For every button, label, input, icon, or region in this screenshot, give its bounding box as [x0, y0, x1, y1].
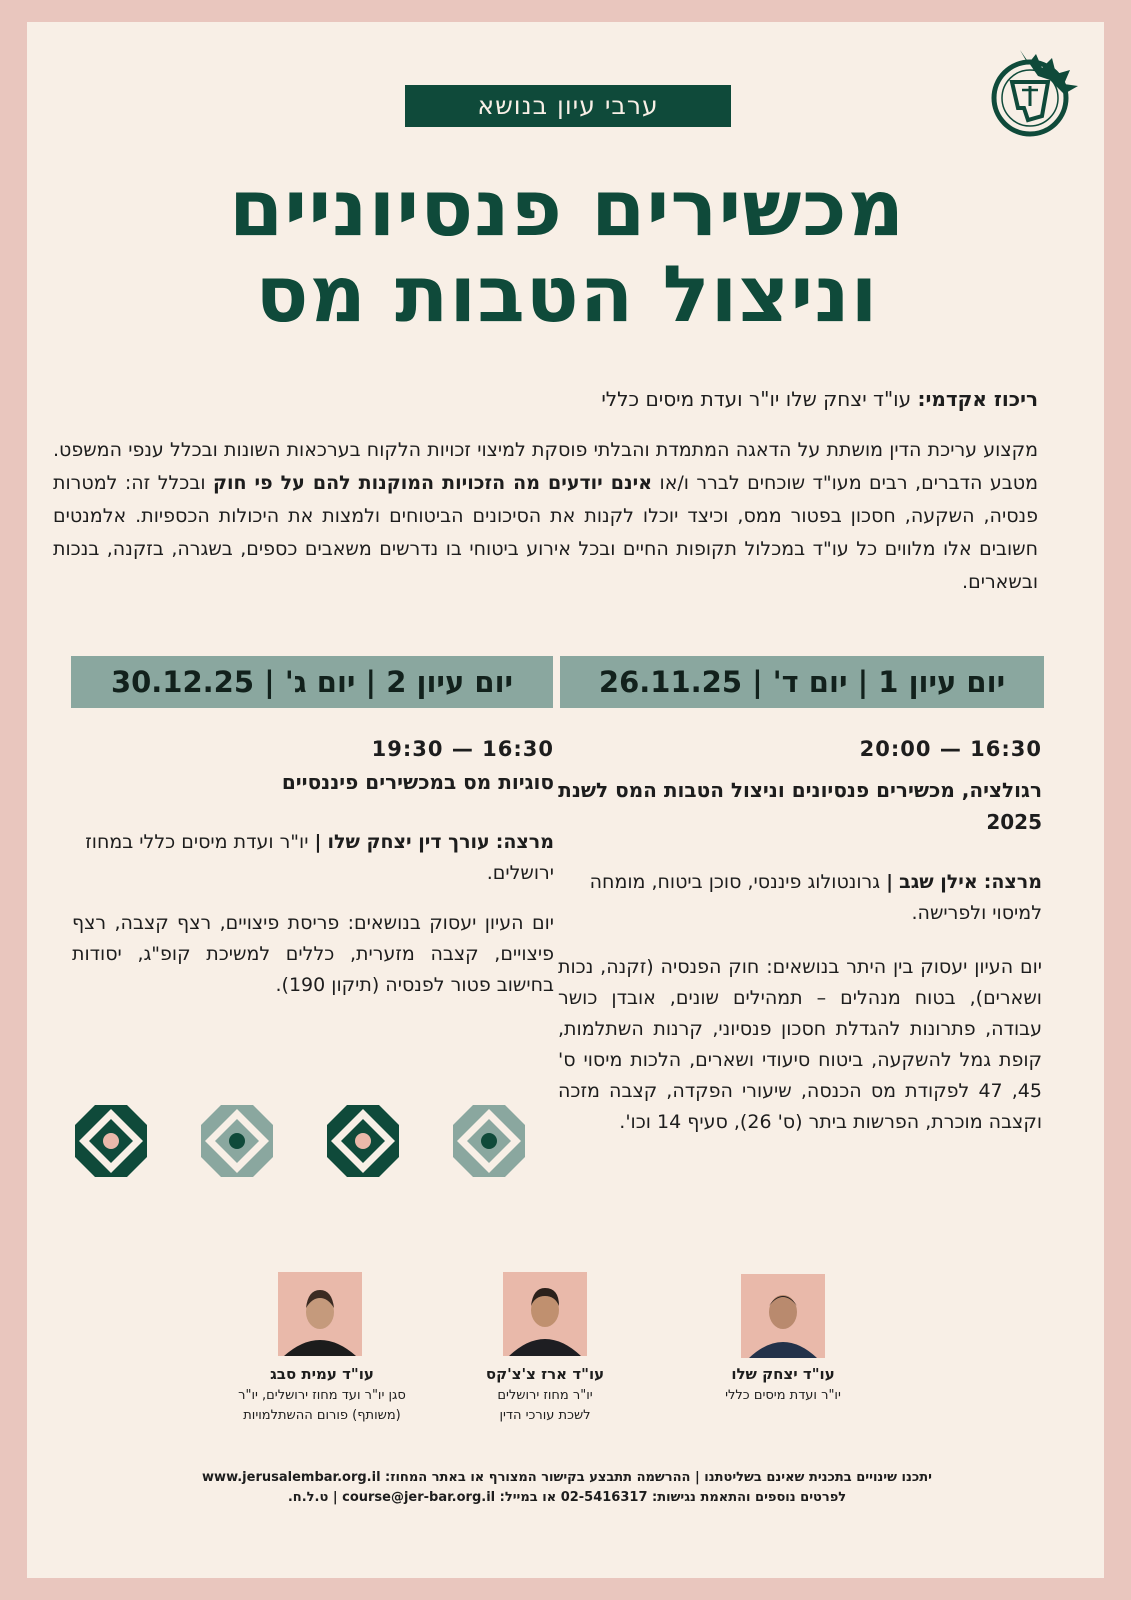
day1-header: יום עיון 1 | יום ד' | 26.11.25: [560, 656, 1044, 708]
day2-lecturer-desc: יו"ר ועדת מיסים כללי במחוז ירושלים.: [85, 831, 554, 884]
decorative-tile-sage: [201, 1105, 273, 1177]
series-label: ערבי עיון בנושא: [405, 85, 731, 127]
day1-lecturer-desc: גרונטולוג פיננסי, סוכן ביטוח, מומחה למיסוי ולפרישה.: [589, 871, 1042, 924]
day2-lecturer-name: עורך דין יצחק שלו: [327, 831, 490, 853]
decorative-tile-sage: [453, 1105, 525, 1177]
decorative-tile-dark: [327, 1105, 399, 1177]
decorative-tile-dark: [75, 1105, 147, 1177]
person-3-role-2: (משותף) פורום ההשתלמויות: [243, 1408, 401, 1423]
day2-lecturer: מרצה: עורך דין יצחק שלו | יו"ר ועדת מיסים כללי במחוז ירושלים.: [85, 831, 554, 884]
portrait-photo: [278, 1272, 362, 1356]
day2-header: יום עיון 2 | יום ג' | 30.12.25: [71, 656, 553, 708]
intro-part-2: ובכלל זה: למטרות פנסיה, השקעה, חסכון בפטור ממס, וכיצד יוכלו לקנות את הסיכונים הביטוחים ולמצות את היכולות הכספיות. אלמנטים חשובים אלו מלווים כל עו"ד במכלול תקופות החיים ובכל אירוע ביטוחי בו נדרשים משאבים כספים, בשגרה, בזקנה, בנכות ובשארים.: [53, 472, 1038, 593]
day2-time: 16:30 — 19:30: [371, 737, 554, 761]
day1-lecturer: מרצה: אילן שגב | גרונטולוג פיננסי, סוכן ביטוח, מומחה למיסוי ולפרישה.: [589, 871, 1042, 924]
person-3-name: עו"ד עמית סבג: [270, 1365, 374, 1383]
day1-time: 16:30 — 20:00: [859, 737, 1042, 761]
footer-line-2: לפרטים נוספים והתאמת נגישות: 02-5416317 או במייל: course@jer-bar.org.il | ט.ל.ח.: [287, 1490, 847, 1505]
academic-coordinator: [78, 384, 1038, 414]
title-line-2: וניצול הטבות מס: [255, 250, 879, 340]
portrait-photo: [741, 1274, 825, 1358]
intro-part-1: מקצוע עריכת הדין מושתת על הדאגה המתמדת והבלתי פוסקת למיצוי זכויות הלקוח בערכאות השונות ובכלל ענפי המשפט. מטבע הדברים, רבים מעו"ד שוכחים לברר ו/או: [53, 439, 1039, 494]
portrait-photo: [503, 1272, 587, 1356]
day2-session-title: סוגיות מס במכשירים פיננסיים: [281, 770, 554, 794]
day1-topics: יום העיון יעסוק בין היתר בנושאים: חוק הפנסיה (זקנה, נכות ושארים), בטוח מנהלים – תמהילים שונים, אובדן כושר עבודה, פתרונות להגדלת חסכון פנסיוני, קרנות השתלמות, קופת גמל להשקעה, ביטוח סיעודי ושארים, הלכות מיסוי ס' 45, 47 לפקודת מס הכנסה, שיעורי הפקדה, קצבה מזכה וקצבה מוכרת, הפרשות ביתר (ס' 26), סעיף 14 וכו'.: [558, 956, 1042, 1133]
person-2-role-1: יו"ר מחוז ירושלים: [497, 1388, 593, 1403]
day2-topics: יום העיון יעסוק בנושאים: פריסת פיצויים, רצף קצבה, רצף פיצויים, קצבה מזערית, כללים למשיכת קופ"ג, יסודות בחישוב פטור לפנסיה (תיקון 190).: [72, 912, 554, 996]
footer-line-1: יתכנו שינויים בתכנית שאינם בשליטתנו | ההרשמה תתבצע בקישור המצורף או באתר המחוז: www.jerusalembar.org.il: [202, 1470, 932, 1485]
person-1-role: יו"ר ועדת מיסים כללי: [725, 1388, 841, 1403]
day2-lecturer-label: מרצה:: [495, 831, 554, 853]
intro-paragraph: [53, 434, 1038, 599]
day1-lecturer-name: אילן שגב: [899, 871, 978, 893]
person-1-name: עו"ד יצחק שלו: [731, 1365, 835, 1383]
title-line-1: מכשירים פנסיוניים: [228, 164, 906, 254]
person-2-name: עו"ד ארז צ'צ'קס: [485, 1365, 605, 1383]
person-3-role-1: סגן יו"ר ועד מחוז ירושלים, יו"ר: [238, 1388, 406, 1403]
day1-lecturer-label: מרצה:: [983, 871, 1042, 893]
day1-session-title: רגולציה, מכשירים פנסיונים וניצול הטבות המס לשנת 2025: [558, 778, 1042, 834]
person-2-role-2: לשכת עורכי הדין: [499, 1408, 591, 1423]
flyer-page: [27, 22, 1104, 1578]
intro-bold: אינם יודעים מה הזכויות המוקנות להם על פי חוק: [212, 472, 653, 494]
bar-association-logo: [990, 46, 1082, 138]
academic-text: עו"ד יצחק שלו יו"ר ועדת מיסים כללי: [601, 387, 912, 411]
academic-label: ריכוז אקדמי:: [917, 387, 1038, 411]
